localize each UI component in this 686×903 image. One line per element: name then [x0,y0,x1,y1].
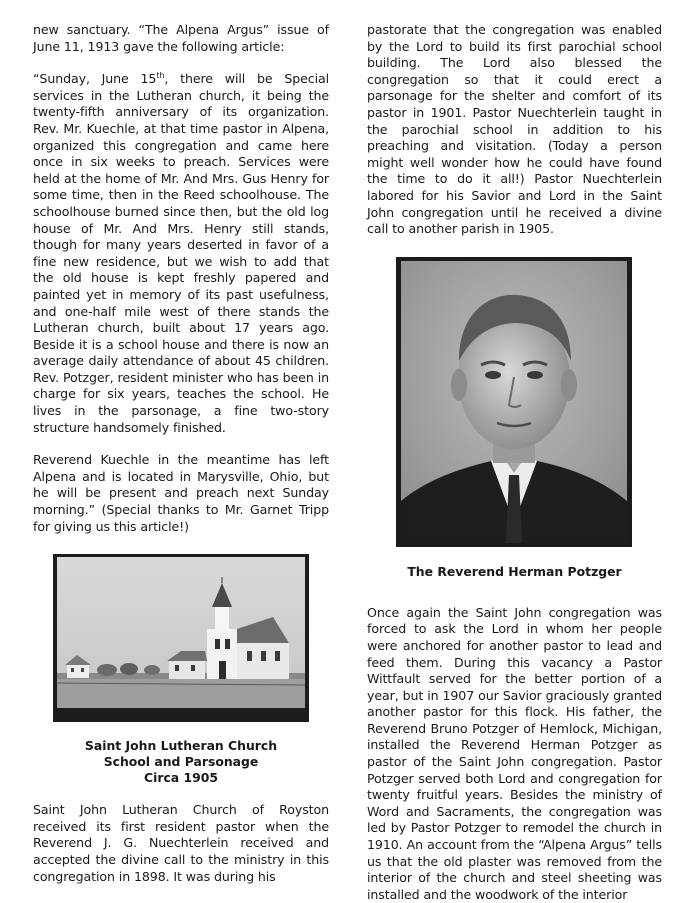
left-paragraph-1: new sanctuary. “The Alpena Argus” issue of June 11, 1913 gave the following article: [33,22,329,54]
right-paragraph-2: Once again the Saint John congregation was forced to ask the Lord in whom her people were anchored for another pastor to lead and feed them. During this vacancy a Pastor Wittfault served for the better portion of a year, but in 1907 our Savior graciously granted another pastor for this flock. His father, the Reverend Bruno Potzger of Hemlock, Michigan, installed the Reverend Herman Potzger as pastor of the Saint John congregation. Pastor Potzger served both Lord and congregation for twenty fruitful years. Besides the ministry of Word and Sacraments, the congregation was led by Pastor Potzger to remodel the church in 1910. An account from the “Alpena Argus” tells us that the old plaster was removed from the interior of the church and steel sheeting was installed and the woodwork of the interior [367,604,662,902]
ordinal-superscript: th [156,71,165,80]
p2-rest: , there will be Special services in the Lutheran church, it being the twenty-fifth anniversary of its organization. Rev. Mr. Kuechle, at that time pastor in Alpena, organized this congregation and came here once in six weeks to preach. Services were held at the home of Mr. And Mrs. Gus Henry for some time, then in the Reed schoolhouse. The schoolhouse burned since then, but the old log house of Mr. And Mrs. Henry still stands, though for many years deserted in favor of a fine new residence, but we wish to add that the old house is kept freshly papered and painted yet in memory of its past usefulness, and one-half mile west of there stands the Lutheran church, built about 17 years ago. Beside it is a school house and there is now an average daily attendance of about 45 children. Rev. Potzger, resident minister who has been in charge for six years, teaches the school. He lives in the parsonage, a fine two-story structure handsomely finished. [33,71,329,435]
right-column [367,22,662,903]
left-column [33,22,329,885]
portrait-photo [396,257,632,547]
left-paragraph-4: Saint John Lutheran Church of Royston received its first resident pastor when the Reverend J. G. Nuechterlein received and accepted the divine call to the ministry in this congregation in 1898. It was during his [33,802,329,884]
portrait-caption: The Reverend Herman Potzger [407,563,622,579]
portrait-image [401,261,627,543]
left-paragraph-2 [33,71,329,436]
caption-line-1: Saint John Lutheran Church [84,738,278,754]
church-photo [53,554,309,722]
church-photo-caption [33,738,329,786]
left-paragraph-3: Reverend Kuechle in the meantime has left Alpena and is located in Marysville, Ohio, but he will be present and preach next Sunday morning.” (Special thanks to Mr. Garnet Tripp for giving us this article!) [33,452,329,534]
church-photo-image [57,557,305,708]
p2-start: “Sunday, June 15 [33,71,157,87]
right-paragraph-1: pastorate that the congregation was enabled by the Lord to build its first parochial school building. The Lord also blessed the congregation so that it could erect a parsonage for the shelter and comfort of its pastor in 1901. Pastor Nuechterlein taught in the parochial school in addition to his preaching and visitation. (Today a person might well wonder how he could have found the time to do it all!) Pastor Nuechterlein labored for his Savior and Lord in the Saint John congregation until he received a divine call to another parish in 1905. [367,22,662,237]
caption-line-2: School and Parsonage [103,754,259,770]
caption-line-3: Circa 1905 [144,770,218,786]
